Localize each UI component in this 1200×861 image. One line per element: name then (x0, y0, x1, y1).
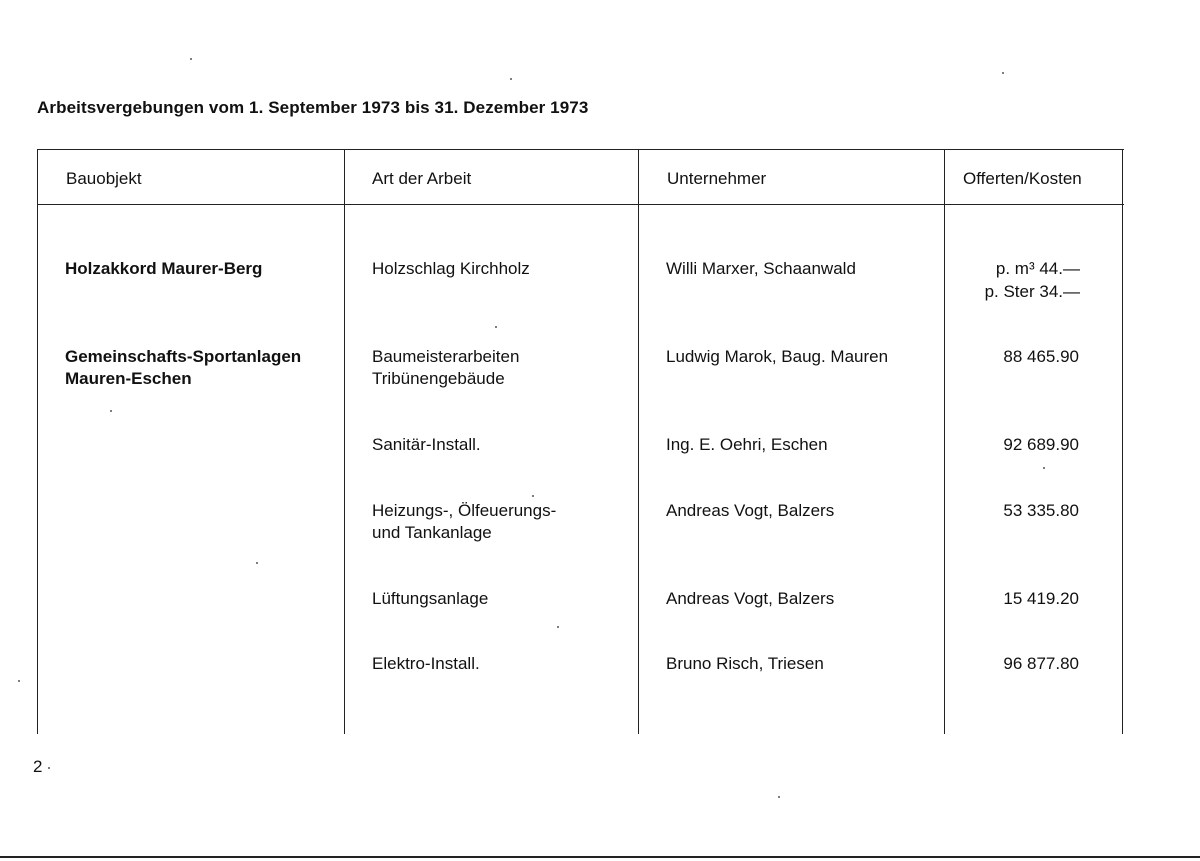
scan-speck (110, 410, 112, 412)
table-row-4-unternehmer: Andreas Vogt, Balzers (666, 501, 835, 520)
table-row-1-bauobjekt: Holzakkord Maurer-Berg (65, 259, 263, 278)
table-row-6-unternehmer: Bruno Risch, Triesen (666, 654, 824, 673)
table-row-6-art: Elektro-Install. (372, 654, 480, 673)
table-row-5-kosten: 15 419.20 (1003, 589, 1079, 608)
table-row-1-kosten-line2: p. Ster 34.— (984, 282, 1080, 301)
table-row-5-art: Lüftungsanlage (372, 589, 489, 608)
page-number: 2 (33, 757, 43, 776)
header-offerten-kosten: Offerten/Kosten (963, 169, 1082, 188)
table-row-1-unternehmer: Willi Marxer, Schaanwald (666, 259, 856, 278)
scan-speck (557, 626, 559, 628)
table-row-3-art: Sanitär-Install. (372, 435, 481, 454)
table-row-4-art-line1: Heizungs-, Ölfeuerungs- (372, 501, 557, 520)
scan-speck (778, 796, 780, 798)
scan-speck (48, 767, 50, 769)
table-row-4-art-line2: und Tankanlage (372, 523, 492, 542)
table-top-rule (37, 149, 1124, 150)
table-row-1-art: Holzschlag Kirchholz (372, 259, 530, 278)
header-bottom-rule (37, 204, 1124, 205)
table-row-5-unternehmer: Andreas Vogt, Balzers (666, 589, 835, 608)
scan-speck (510, 78, 512, 80)
table-row-3-kosten: 92 689.90 (1003, 435, 1079, 454)
table-left-rule (37, 149, 38, 734)
table-row-2-kosten: 88 465.90 (1003, 347, 1079, 366)
header-bauobjekt: Bauobjekt (66, 169, 142, 188)
table-right-rule (1122, 149, 1123, 734)
table-row-2-unternehmer: Ludwig Marok, Baug. Mauren (666, 347, 889, 366)
table-row-2-bauobjekt-line2: Mauren-Eschen (65, 369, 192, 388)
table-row-1-kosten-line1: p. m³ 44.— (995, 259, 1080, 278)
scan-speck (18, 680, 20, 682)
column-divider-1 (344, 149, 345, 734)
table-row-2-bauobjekt-line1: Gemeinschafts-Sportanlagen (65, 347, 302, 366)
page-bottom-rule (0, 856, 1200, 858)
header-art-der-arbeit: Art der Arbeit (372, 169, 472, 188)
column-divider-2 (638, 149, 639, 734)
scan-speck (190, 58, 192, 60)
table-row-2-art-line1: Baumeisterarbeiten (372, 347, 520, 366)
header-unternehmer: Unternehmer (667, 169, 767, 188)
scan-speck (495, 326, 497, 328)
table-row-3-unternehmer: Ing. E. Oehri, Eschen (666, 435, 828, 454)
column-divider-3 (944, 149, 945, 734)
scan-speck (532, 495, 534, 497)
table-row-4-kosten: 53 335.80 (1003, 501, 1079, 520)
page-title: Arbeitsvergebungen vom 1. September 1973 bis 31. Dezember 1973 (37, 98, 589, 117)
scan-speck (1002, 72, 1004, 74)
scan-speck (256, 562, 258, 564)
table-row-6-kosten: 96 877.80 (1003, 654, 1079, 673)
table-row-2-art-line2: Tribünengebäude (372, 369, 505, 388)
scan-speck (1043, 467, 1045, 469)
